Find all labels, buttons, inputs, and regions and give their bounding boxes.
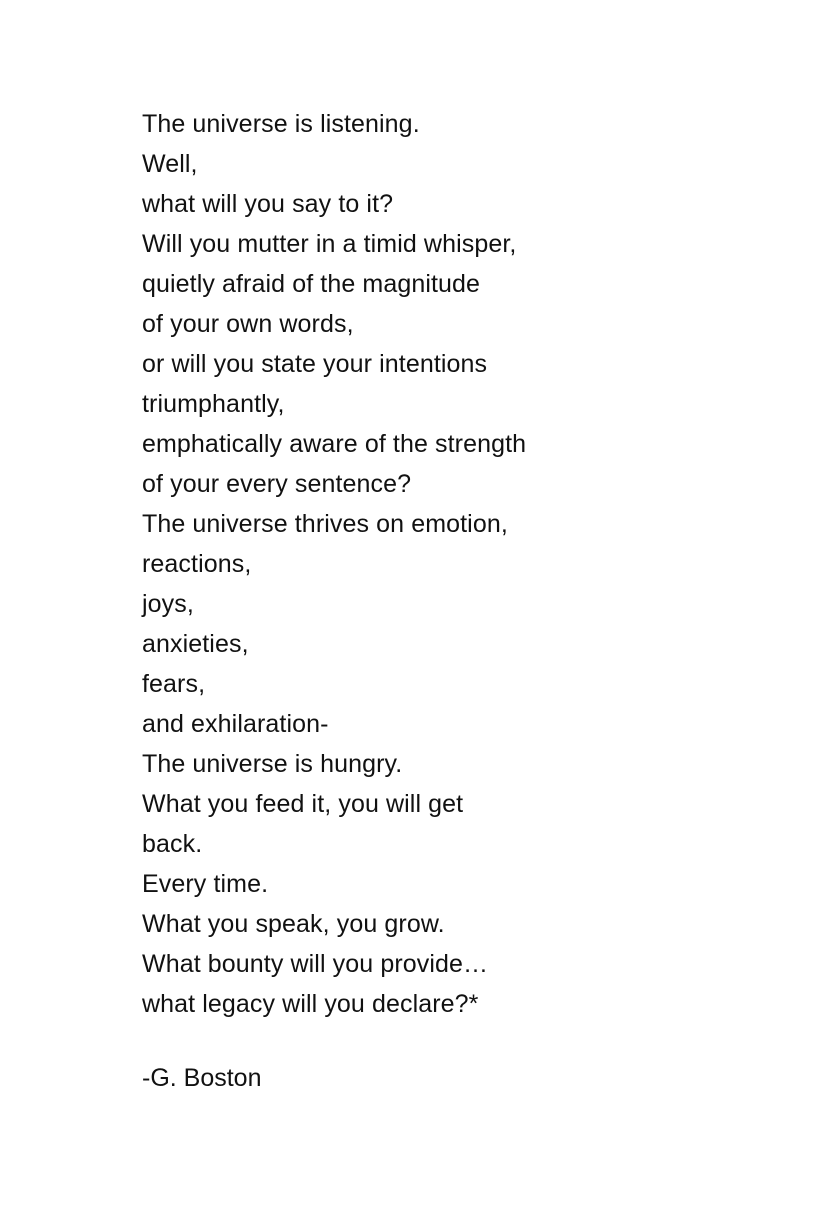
poem-line: fears, (142, 670, 206, 698)
poem-line: Well, (142, 150, 198, 178)
poem-line: of your own words, (142, 310, 354, 338)
poem-line: what legacy will you declare?* (142, 990, 479, 1018)
poem-line: Every time. (142, 870, 269, 898)
poem-line: of your every sentence? (142, 470, 412, 498)
poem-line: joys, (142, 590, 194, 618)
poem-line: emphatically aware of the strength (142, 430, 527, 458)
poem-line: The universe is listening. (142, 110, 420, 138)
poem-body (142, 104, 782, 1024)
poem-line: quietly afraid of the magnitude (142, 270, 481, 298)
poem-line: what will you say to it? (142, 190, 394, 218)
poem-line: or will you state your intentions (142, 350, 488, 378)
poem-line: triumphantly, (142, 390, 285, 418)
poem-line: and exhilaration- (142, 710, 329, 738)
poem-signature: -G. Boston (142, 1064, 262, 1092)
poem-line: What you feed it, you will get (142, 790, 464, 818)
poem-line: What bounty will you provide… (142, 950, 489, 978)
poem-line: back. (142, 830, 203, 858)
poem-line: What you speak, you grow. (142, 910, 445, 938)
poem-line: The universe is hungry. (142, 750, 403, 778)
poem-line: Will you mutter in a timid whisper, (142, 230, 517, 258)
poem-line: The universe thrives on emotion, (142, 510, 508, 538)
poem-line: reactions, (142, 550, 252, 578)
poem-line: anxieties, (142, 630, 249, 658)
